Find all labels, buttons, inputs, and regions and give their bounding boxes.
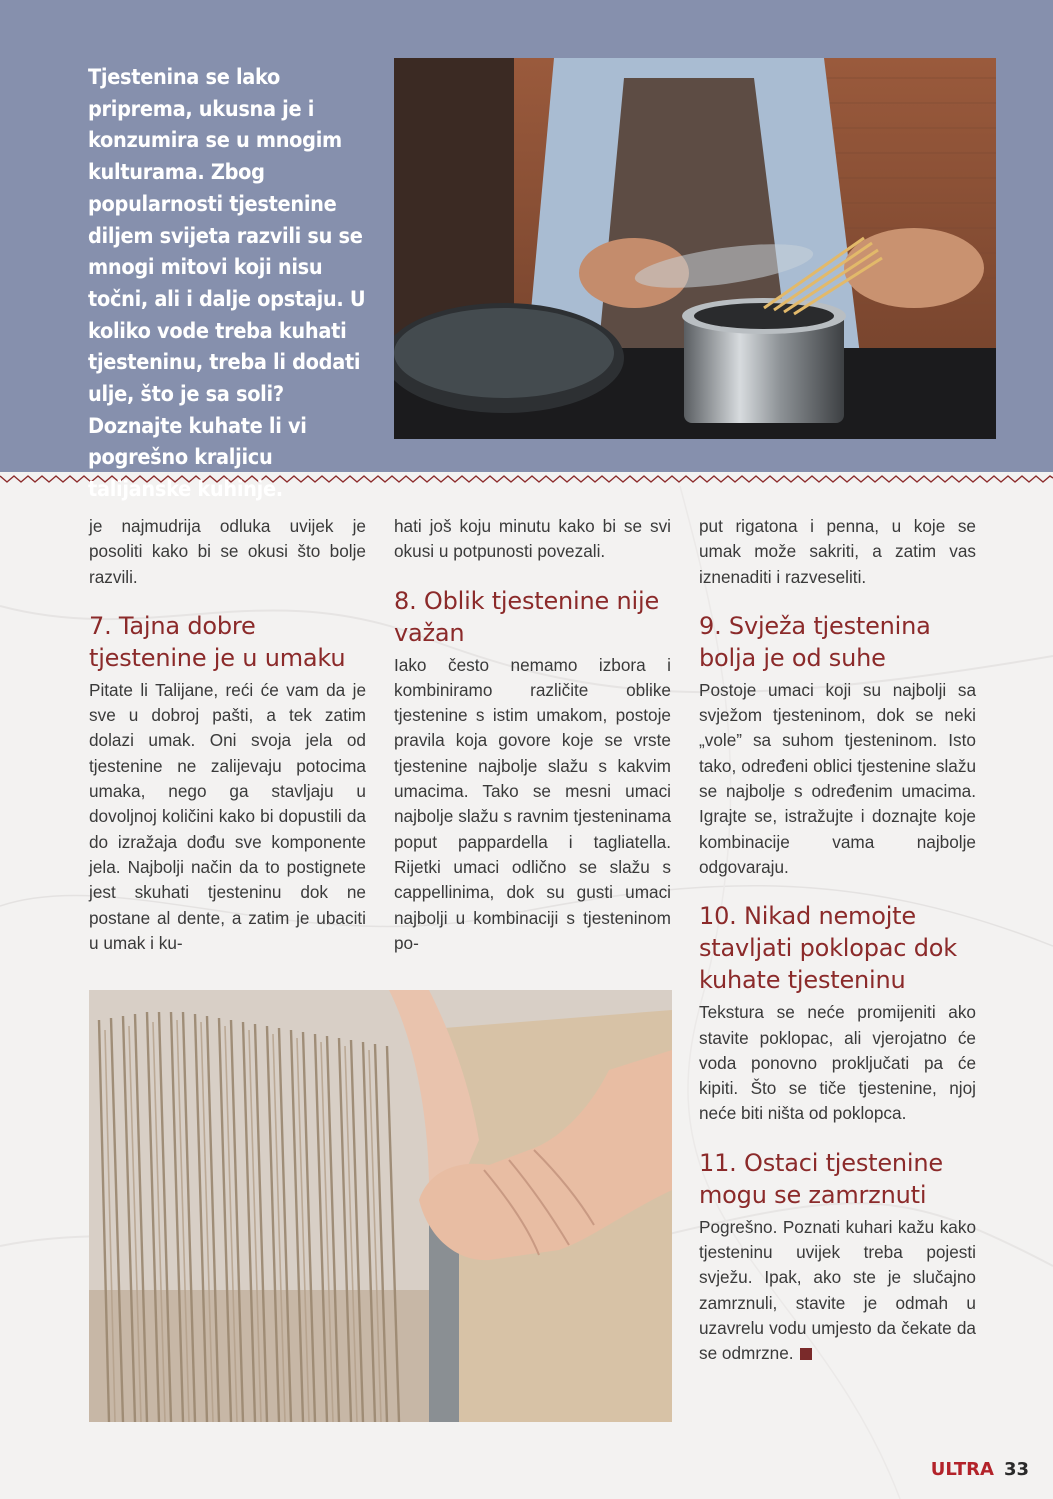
- page-number: 33: [1003, 1459, 1029, 1480]
- column-3: [699, 514, 976, 1367]
- heading-7: 7. Tajna dobre tjestenine je u umaku: [89, 611, 346, 672]
- paragraph-last: [699, 1215, 976, 1367]
- paragraph: hati još koju minutu kako bi se svi okusi u potpunosti povezali.: [394, 516, 671, 562]
- intro-text: Tjestenina se lako priprema, ukusna je i konzumira se u mnogim kulturama. Zbog popularnosti tjestenine diljem svijeta razvili su se mnogi mitovi koji nisu točni, ali i dalje opstaju. U koliko vode treba kuhati tjesteninu, treba li dodati ulje, što je sa soli? Doznajte kuhate li vi pogrešno kraljicu talijanske kuhinje.: [88, 65, 366, 503]
- column-1: [89, 514, 366, 956]
- paragraph: je najmudrija odluka uvijek je posoliti kako bi se okusi što bolje razvili.: [89, 516, 366, 587]
- paragraph: Tekstura se neće promijeniti ako stavite poklopac, ali vjerojatno će voda ponovno proključati pa će kipiti. Što se tiče tjestenine, njoj neće biti ništa od poklopca.: [699, 1002, 976, 1124]
- chef-cooking-photo: [394, 58, 996, 439]
- heading-11: 11. Ostaci tjestenine mogu se zamrznuti: [699, 1148, 943, 1209]
- heading-8: 8. Oblik tjestenine nije važan: [394, 586, 660, 647]
- heading-9: 9. Svježa tjestenina bolja je od suhe: [699, 611, 931, 672]
- paragraph: Postoje umaci koji su najbolji sa svježom tjesteninom, dok se neki „vole” sa suhom tjesteninom. Isto tako, određeni oblici tjestenine slažu se najbolje s određenim umacima. Igrajte se, istražujte i doznajte koje kombinacije vama najbolje odgovaraju.: [699, 679, 976, 877]
- paragraph: Pitate li Talijane, reći će vam da je sve u dobroj pašti, a tek zatim dolazi umak. Oni svoja jela od tjestenine ne zalijevaju potocima umaka, nego ga stavljaju u dovoljnoj količini kako bi dopustili da do izražaja dođu sve komponente jela. Najbolji način da to postignete jest skuhati tjesteninu dok ne postane al dente, a zatim je ubaciti u umak i ku-: [89, 679, 366, 953]
- paragraph: Iako često nemamo izbora i kombiniramo različite oblike tjestenine s istim umakom, postoje pravila koja govore koje se vrste tjestenine najbolje slažu s kakvim umacima. Tako se mesni umaci najbolje slažu s ravnim tjesteninama poput pappardella i tagliatella. Rijetki umaci odlično se slažu s cappellinima, dok su gusti umaci najbolji u kombinaciji s tjesteninom po-: [394, 654, 671, 953]
- paragraph-text: Pogrešno. Poznati kuhari kažu kako tjesteninu uvijek treba pojesti svježu. Ipak, ako ste je slučajno zamrznuli, stavite je odmah u uzavrelu vodu umjesto da čekate da se odmrzne.: [699, 1216, 976, 1364]
- magazine-brand: ULTRA: [930, 1459, 994, 1480]
- column-2: [394, 514, 671, 956]
- paragraph: put rigatona i penna, u koje se umak može sakriti, a zatim vas iznenaditi i razveseliti.: [699, 516, 976, 587]
- heading-10: 10. Nikad nemojte stavljati poklopac dok kuhate tjesteninu: [699, 902, 957, 995]
- end-mark-icon: [800, 1348, 812, 1360]
- fresh-pasta-photo: [89, 990, 672, 1422]
- page-footer: [931, 1459, 1029, 1480]
